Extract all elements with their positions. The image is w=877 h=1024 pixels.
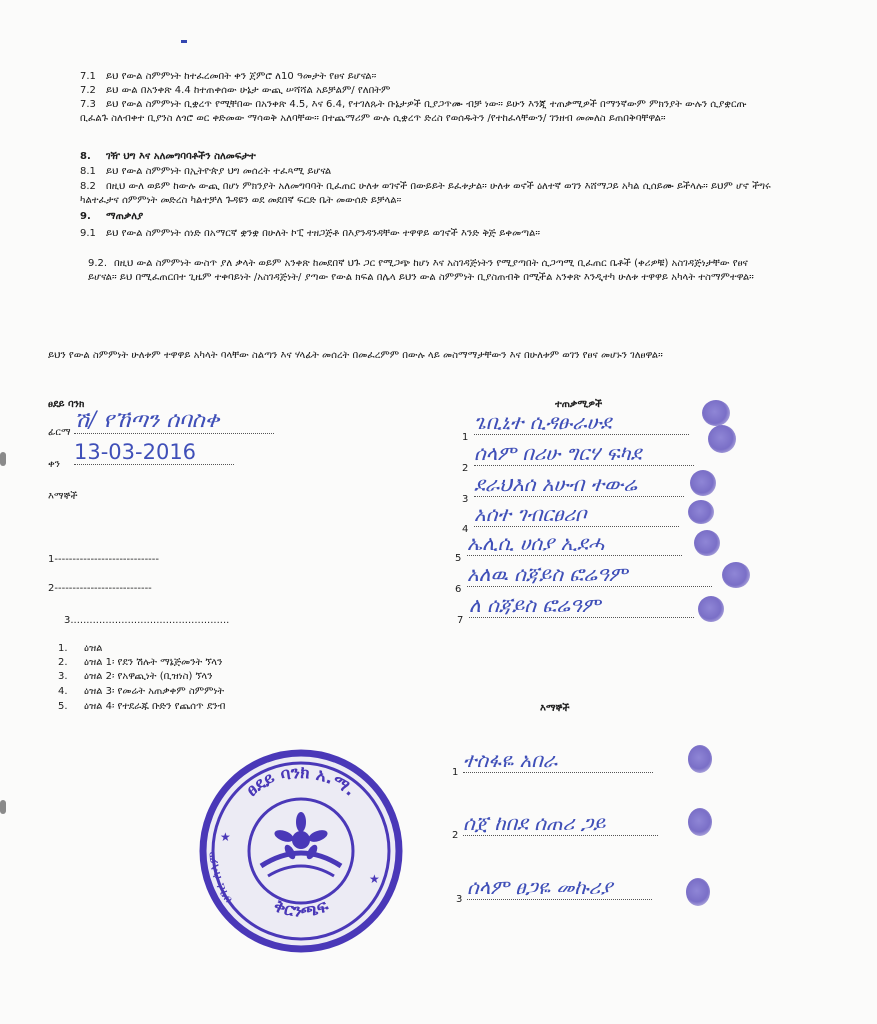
witness-num: 3 [456,894,463,905]
attachment-item: 4. ዕዝል 3፡ የመሬት አጠቃቀም ስምምነት [58,686,225,697]
stamp-star-icon: ★ [369,872,380,886]
thumbprint [688,500,714,524]
beneficiary-signature-3: ደራህእሰ አሁብ ተውሬ [474,472,684,497]
bank-signature: ሽ/ የኸጣን ሰባስቀ [74,408,274,434]
clause-7-2: 7.2 ይህ ውል በአንቀጽ 4.4 ከተጠቀሰው ሁኔታ ውጪ ሠሻሻል አይቻልም/ የለበትም [80,85,391,96]
beneficiary-signature-7: ለ ሰጃይስ ፎሬዓም [469,593,694,618]
clause-7-3: 7.3 ይህ የውል ስምምነት ቢቋረጥ የሚቸበው በአንቀጽ 4.5, እና 6.4, የተገለጹት ቡኔታዎች ቢያጋጥሙ ብቻ ነው። ይሁን እንጂ ተጠቃሚዎች በማንኛውም ምክንያት ውሉን ሲያቋርጡ ቢፈልጉ ስለብቀተ ቢያንስ ለጎሮ ወር ቀድመው ማሳወቅ አለባቸው። በተጨማሪም ውሉ ሲቋረጥ ድረስ የወሰዱትን /የተከፈላቸውን/ ገንዘብ መመለስ ይጠበቅባቸዋል። [80,99,747,124]
clause-9-2: 9.2. በዚህ ውል ስምምነት ውስጥ ያለ ቃላት ወይም አንቀጽ ከመደበኛ ህጉ ጋር የሚጋጭ ከሆነ እና አስገዳጅነትን የሚያጣበት ሲጋጣሚ ቢፈጠር ቤቶች (ቀሪዎቹ) አስገዳጅነታቸው የፀና ይሆናል። ይህ በሚፈጠርበተ ጊዜም ተቀባይነት /አስገዳጅነት/ ያጣው የውል ክፍል በሌላ ይህን ውል ስምምነት ቢያስጠብቅ በሚችል አንቀጽ እንዲተካ ሁለቱ ተዋዋይ አካላት ተስማምተዋል። [88,258,754,283]
stamp-left-text: ሀገረ ሰላም [206,851,236,906]
beneficiary-signature-5: ኤሊሲ ሀሰያ ኢደሓ [467,531,682,556]
date-label: ቀን [48,459,60,470]
beneficiary-num: 4 [462,524,469,535]
clause-8-2: 8.2 በዚህ ውለ ወይም ከውሉ ውጪ በሆነ ምክንያት አለመግባባት ቢፈጠር ሁለቱ ወገኖች በውይይት ይፈቱታል። ሁለቱ ወኖች ዕለተኛ ወገን እሸማጋይ አካል ሲሰይሙ ይችላሉ። ይህም ሆኖ ችግሩ ካልተፈታና ሰምምነት መድረስ ካልተቻለ ጉዳዩን ወደ መደበኛ ፍርድ ቤት መውሰድ ይቻላል። [80,181,771,206]
witness-signature-3: ሰላም ፀጋዬ መኩሪያ [467,875,652,900]
witness-line-2: 2--------------------------- [48,583,152,594]
clause-7-1: 7.1 ይህ የውል ስምምነት ከተፈረመበት ቀን ጀምሮ ለ10 ዓመታት የፀና ይሆናል። [80,71,377,82]
clause-9-1: 9.1 ይህ የውል ስምምነት ሰነድ በአማርኛ ቋንቋ በሁለት ኮፒ ተዘጋጅቶ በእያንዳንዳቸው ተዋዋይ ወገኖች እንድ ቅጅ ይቀመጣል። [80,228,541,239]
beneficiary-signature-1: ጌቢኒተ ሲዳፁራሁደ [474,410,689,435]
beneficiary-num: 5 [455,553,462,564]
attachment-item: 3. ዕዝል 2፡ የአዋጪነት (ቢዝነስ) ኘላን [58,671,213,682]
beneficiary-num: 6 [455,584,462,595]
thumbprint [688,745,712,773]
beneficiary-num: 2 [462,463,469,474]
attachment-item: 1. ዕዝል [58,643,103,654]
beneficiary-signature-2: ሰላም በሪሁ ግርሃ ፍካደ [474,441,694,466]
declaration-paragraph: ይህን የውል ስምምነት ሁለቱም ተዋዋይ አካላት ባላቸው ስልጣን እና ሃላፊት መሰረት በመፈረምም በውሉ ላይ መስማማታቸውን እና በሁለቱም ወገን የፀና መሆኑን ገለፀዋል። [48,350,663,361]
signing-date: 13-03-2016 [74,440,234,465]
beneficiaries-title: ተጠቃሚዎች [555,399,603,410]
stamp-top-text: ፀደይ ባንክ አ.ማ. [242,762,360,801]
attachment-item: 2. ዕዝል 1፡ የደን ሽሉት ማኔጅመንት ኘላን [58,657,223,668]
witnesses-title: እማኞች [540,703,570,714]
thumbprint [694,530,720,556]
thumbprint [688,808,712,836]
beneficiary-signature-6: አለዉ ሰጃይስ ፎሬዓም [467,562,712,587]
beneficiary-num: 1 [462,432,469,443]
thumbprint [698,596,724,622]
witness-num: 2 [452,830,459,841]
beneficiary-num: 3 [462,494,469,505]
attachment-item: 5. ዕዝል 4፡ የተደራጁ ቡድን የጨሰጥ ደንብ [58,701,226,712]
thumbprint [702,400,730,426]
bank-witness-label: እማኞች [48,491,78,502]
stamp-bottom-text: ቅርንጫፍ [270,896,332,922]
witness-signature-2: ሰጀ ከበደ ሰጠሪ ጋይ [463,811,658,836]
witness-signature-1: ተስፋዬ አበራ [463,748,653,773]
clause-8-1: 8.1 ይህ የውል ስምምነት በኢትዮጵያ ህግ መሰረት ተፈጻሚ ይሆናል [80,166,332,177]
stamp-star-icon: ★ [220,830,231,844]
bank-stamp [198,748,404,954]
section-8-heading: 8. ገዥ ህግ እና አለመግባባቶችን ስለመፍታተ [80,151,256,162]
thumbprint [722,562,750,588]
witness-line-1: 1----------------------------- [48,554,160,565]
bank-title: ፀደይ ባንክ [48,399,85,410]
scan-edge-mark [0,452,6,466]
thumbprint [708,425,736,453]
beneficiary-signature-4: አሰተ ገብርፀሪቦ [474,502,679,527]
beneficiary-num: 7 [457,615,464,626]
witness-line-3: 3.................................................. [64,615,230,626]
ink-dot [181,40,187,43]
witness-num: 1 [452,767,459,778]
section-9-heading: 9. ማጠቃለያ [80,211,144,222]
signature-label: ፊርማ [48,427,71,438]
scan-edge-mark [0,800,6,814]
thumbprint [690,470,716,496]
thumbprint [686,878,710,906]
